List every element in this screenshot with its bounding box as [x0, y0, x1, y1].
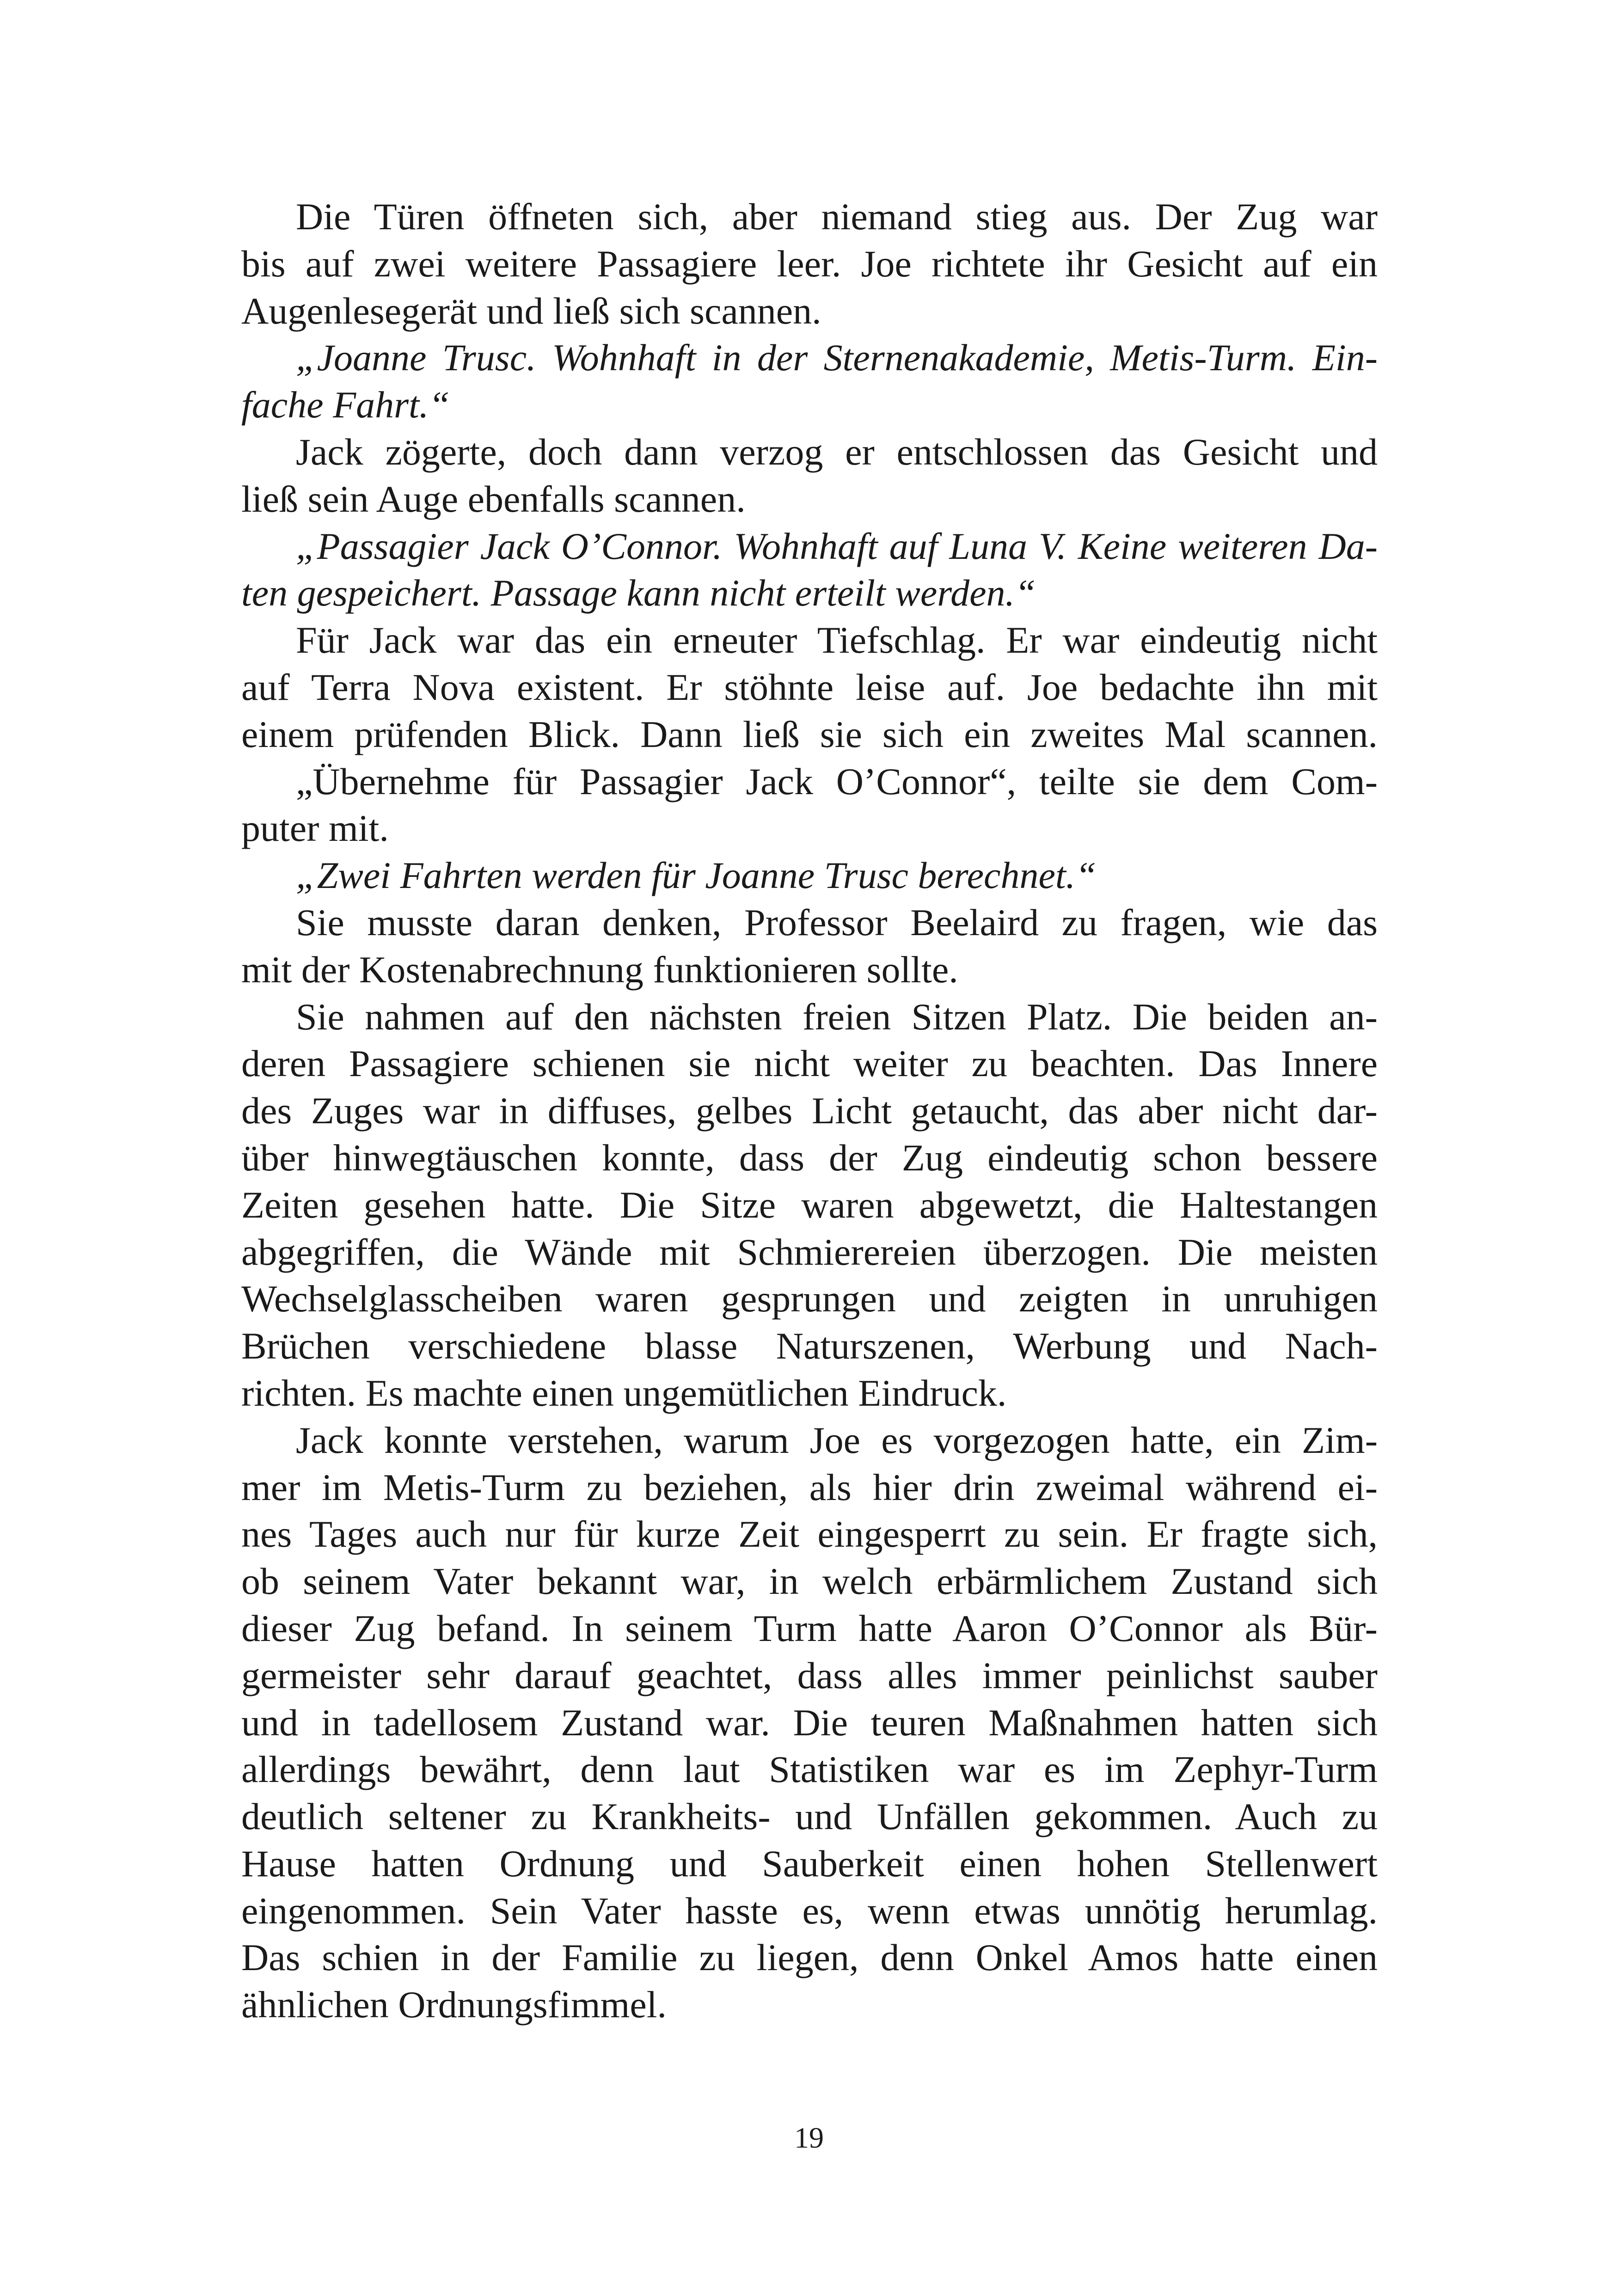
text-line: „Zwei Fahrten werden für Joanne Trusc berechnet.“ [296, 854, 1097, 897]
text-line: deutlich seltener zu Krankheits- und Unfällen gekommen. Auch zu [241, 1795, 1378, 1838]
text-line: dieser Zug befand. In seinem Turm hatte Aaron O’Connor als Bür- [241, 1607, 1378, 1649]
text-line: Das schien in der Familie zu liegen, denn Onkel Amos hatte einen [241, 1936, 1378, 1979]
text-line: puter mit. [241, 807, 389, 850]
text-line: abgegriffen, die Wände mit Schmierereien überzogen. Die meisten [241, 1231, 1378, 1273]
text-line: ähnlichen Ordnungsfimmel. [241, 1984, 667, 2026]
text-line: Die Türen öffneten sich, aber niemand stieg aus. Der Zug war [296, 196, 1378, 238]
text-line: ob seinem Vater bekannt war, in welch erbärmlichem Zustand sich [241, 1560, 1378, 1603]
text-line: über hinwegtäuschen konnte, dass der Zug eindeutig schon bessere [241, 1136, 1378, 1179]
text-line: einem prüfenden Blick. Dann ließ sie sich ein zweites Mal scannen. [241, 713, 1378, 755]
text-line: Sie nahmen auf den nächsten freien Sitzen Platz. Die beiden an- [296, 995, 1378, 1038]
text-line: mit der Kostenabrechnung funktionieren sollte. [241, 948, 958, 991]
text-line: Augenlesegerät und ließ sich scannen. [241, 289, 821, 332]
text-line: Für Jack war das ein erneuter Tiefschlag. Er war eindeutig nicht [296, 619, 1378, 661]
text-line: fache Fahrt.“ [241, 384, 450, 426]
text-line: „Übernehme für Passagier Jack O’Connor“, teilte sie dem Com- [296, 760, 1378, 802]
page-number: 19 [794, 2121, 824, 2154]
text-line: mer im Metis-Turm zu beziehen, als hier drin zweimal während ei- [241, 1466, 1378, 1508]
text-line: deren Passagiere schienen sie nicht weiter zu beachten. Das Innere [241, 1042, 1378, 1085]
text-line: Zeiten gesehen hatte. Die Sitze waren abgewetzt, die Haltestangen [241, 1183, 1378, 1226]
text-line: allerdings bewährt, denn laut Statistiken war es im Zephyr-Turm [241, 1748, 1378, 1791]
text-line: „Passagier Jack O’Connor. Wohnhaft auf Luna V. Keine weiteren Da- [296, 525, 1378, 567]
text-line: Jack konnte verstehen, warum Joe es vorgezogen hatte, ein Zim- [296, 1419, 1378, 1461]
text-line: und in tadellosem Zustand war. Die teuren Maßnahmen hatten sich [241, 1701, 1378, 1744]
text-line: ließ sein Auge ebenfalls scannen. [241, 478, 746, 520]
text-line: Jack zögerte, doch dann verzog er entschlossen das Gesicht und [296, 430, 1378, 473]
text-line: eingenommen. Sein Vater hasste es, wenn etwas unnötig herumlag. [241, 1889, 1378, 1932]
body-text [241, 193, 1378, 2028]
text-line: Brüchen verschiedene blasse Naturszenen, Werbung und Nach- [241, 1325, 1378, 1367]
text-line: „Joanne Trusc. Wohnhaft in der Sternenakademie, Metis-Turm. Ein- [296, 337, 1378, 379]
text-line: des Zuges war in diffuses, gelbes Licht getaucht, das aber nicht dar- [241, 1090, 1378, 1132]
text-line: Sie musste daran denken, Professor Beelaird zu fragen, wie das [296, 901, 1378, 943]
text-line: nes Tages auch nur für kurze Zeit eingesperrt zu sein. Er fragte sich, [241, 1513, 1378, 1555]
text-line: Hause hatten Ordnung und Sauberkeit einen hohen Stellenwert [241, 1842, 1378, 1885]
text-line: germeister sehr darauf geachtet, dass alles immer peinlichst sauber [241, 1654, 1378, 1696]
text-line: ten gespeichert. Passage kann nicht erteilt werden.“ [241, 572, 1036, 614]
text-line: Wechselglasscheiben waren gesprungen und zeigten in unruhigen [241, 1278, 1378, 1320]
text-line: bis auf zwei weitere Passagiere leer. Joe richtete ihr Gesicht auf ein [241, 242, 1378, 285]
text-line: richten. Es machte einen ungemütlichen Eindruck. [241, 1371, 1007, 1414]
text-line: auf Terra Nova existent. Er stöhnte leise auf. Joe bedachte ihn mit [241, 666, 1378, 708]
